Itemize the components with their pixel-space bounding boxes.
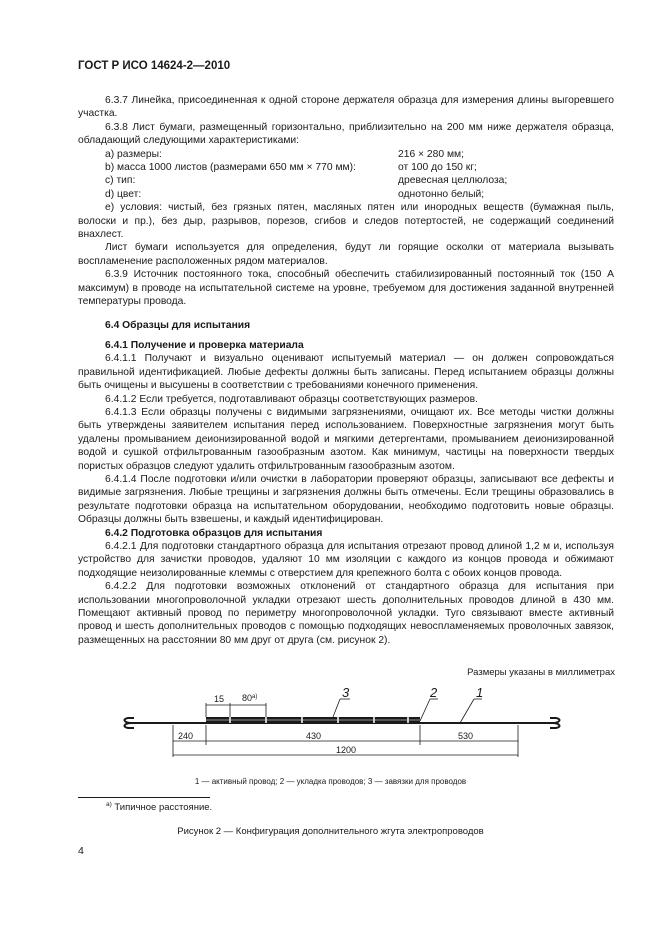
dim-430-label: 430 — [306, 731, 322, 741]
dim-1200-label: 1200 — [336, 745, 357, 755]
paragraph: 6.4.1.2 Если требуется, подготавливают образцы соответствующих размеров. — [105, 393, 478, 405]
dim-530-label: 530 — [458, 731, 474, 741]
dim-80-label: 80$^{a)}$ — [242, 693, 258, 703]
label-1: 1 — [476, 685, 484, 700]
page-number: 4 — [78, 845, 84, 857]
paragraph: 6.4.2.1 Для подготовки стандартного образца для испытания отрезают провод длиной 1,2 м и, используя устройство для зачистки проводов, удаляют 10 мм изоляции с каждого из концов провода и обжимают подходящие неизолированные клеммы с отверстием для крепежного болта с обоих концов провода. — [78, 541, 614, 579]
list-item: a) размеры: 216 × 280 мм; — [105, 148, 464, 160]
dimensions-note: Размеры указаны в миллиметрах — [467, 667, 615, 678]
left-terminal — [125, 718, 146, 728]
paragraph: 6.3.9 Источник постоянного тока, способный обеспечить стабилизированный постоянный ток (150 А максимум) в проводе на испытательной системе на уровне, требуемом для достижения заданной внутренней температуры провода. — [78, 269, 614, 308]
section-heading: 6.4 Образцы для испытания — [105, 319, 251, 331]
label-2: 2 — [430, 685, 438, 700]
wire-harness-figure — [118, 685, 568, 765]
body-text — [78, 94, 614, 647]
subsection-heading: 6.4.2 Подготовка образцов для испытания — [105, 527, 323, 539]
paragraph: 6.3.7 Линейка, присоединенная к одной стороне держателя образца для измерения длины выгоревшего участка. — [78, 95, 614, 120]
list-item: d) цвет: однотонно белый; — [105, 188, 485, 200]
footnote: $^{a)}$ Типичное расстояние. — [106, 801, 213, 814]
paragraph: 6.3.8 Лист бумаги, размещенный горизонтально, приблизительно на 200 мм ниже держателя образца, обладающий следующими характеристиками: — [78, 121, 614, 147]
paragraph: 6.4.2.2 Для подготовки возможных отклонений от стандартного образца для испытания при использовании многопроволочной укладки отрезают шесть дополнительных проводов длиной в 430 мм. Помещают активный провод по периметру многопроволочной укладки. Туго связывают вместе активный провод и шесть дополнительных проводов с помощью подходящих невоспламеняемых проволочных завязок, размещенных на расстоянии 80 мм друг от друга (см. рисунок 2). — [78, 581, 614, 646]
subsection-heading: 6.4.1 Получение и проверка материала — [105, 339, 304, 351]
right-terminal — [538, 718, 559, 728]
list-item: c) тип: древесная целлюлоза; — [105, 175, 508, 187]
paragraph: 6.4.1.4 После подготовки и/или очистки в лаборатории проверяют образцы, записывают все дефекты и видимые загрязнения. Любые трещины и загрязнения должны быть отмечены. Если трещины образовались в результате подготовки образца на испытательном оборудовании, необходимо подготовить новые образцы. Образцы должны быть взвешены, и каждый идентифицирован. — [78, 473, 614, 526]
paragraph: Лист бумаги используется для определения, будут ли горящие осколки от материала вызывать воспламенение расположенных рядом материалов. — [78, 242, 614, 267]
dim-240-label: 240 — [178, 731, 194, 741]
paragraph: 6.4.1.3 Если образцы получены с видимыми загрязнениями, очищают их. Все методы чистки должны быть утверждены заявителем испытания перед использованием. Поверхностные загрязнения могут быть удалены промыванием деионизированной водой и мягкими детергентами, промыванием деионизированной водой и сушкой отфильтрованным газообразным азотом. Как минимум, частицы на поверхности твердых пористых образцов следуют удалить отфильтрованным газообразным азотом. — [78, 406, 614, 472]
list-item: b) масса 1000 листов (размерами 650 мм × 770 мм): от 100 до 150 кг; — [105, 162, 477, 174]
paragraph: 6.4.1.1 Получают и визуально оценивают испытуемый материал — он должен сопровождаться правильной идентификацией. Любые дефекты должны быть записаны. Перед испытанием образцы должны быть очищены и высушены в соответствии с требованиями конечного применения. — [78, 353, 614, 392]
label-3: 3 — [342, 685, 350, 700]
figure-legend: 1 — активный провод; 2 — укладка проводов; 3 — завязки для проводов — [194, 777, 467, 786]
dim-15-label: 15 — [214, 694, 225, 704]
figure-title: Рисунок 2 — Конфигурация дополнительного жгута электропроводов — [177, 826, 484, 837]
document-header: ГОСТ Р ИСО 14624-2—2010 — [78, 60, 231, 72]
paragraph: e) условия: чистый, без грязных пятен, масляных пятен или инородных веществ (бумажная пыль, волоски и пр.), без дыр, разрывов, порезов, сгибов и следов потертостей, не содержащий соединений внахлест. — [78, 202, 614, 241]
footnote-divider — [78, 797, 210, 798]
